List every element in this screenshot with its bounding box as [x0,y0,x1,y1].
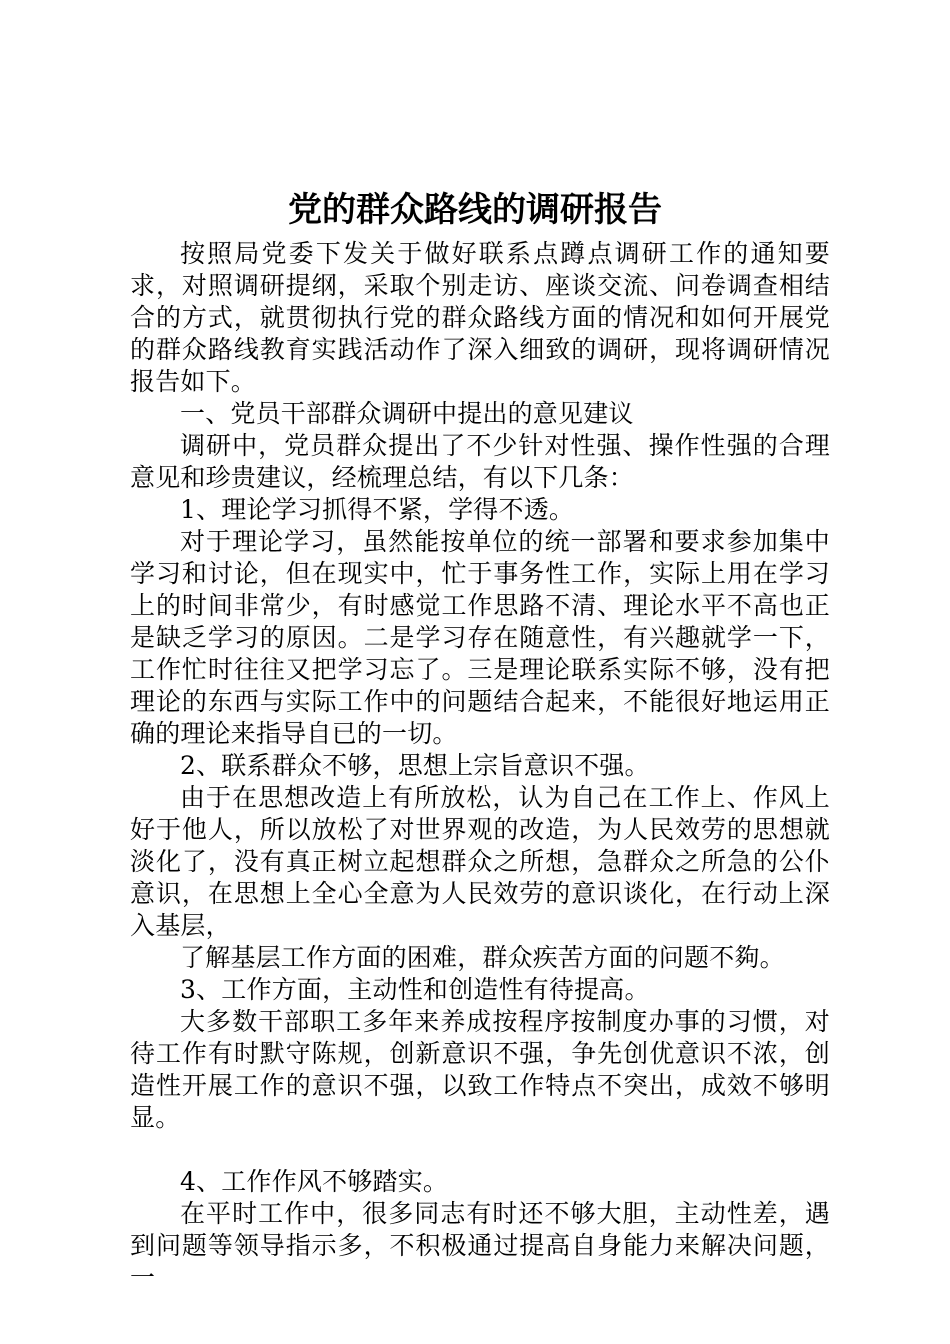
item-heading-1: 1、理论学习抓得不紧，学得不透。 [180,495,575,524]
item-heading-3: 3、工作方面，主动性和创造性有待提高。 [180,975,650,1004]
paragraph: 在平时工作中，很多同志有时还不够大胆，主动性差，遇到问题等领导指示多，不积极通过提高自身能力来解决问题，一 [130,1199,830,1292]
section-heading-1: 一、党员干部群众调研中提出的意见建议 [180,399,634,428]
item-heading-4: 4、工作作风不够踏实。 [180,1167,449,1196]
paragraph: 由于在思想改造上有所放松，认为自己在工作上、作风上好于他人，所以放松了对世界观的改造，为人民效劳的思想就淡化了，没有真正树立起想群众之所想，急群众之所急的公仆意识，在思想上全心全意为人民效劳的意识谈化，在行动上深入基层， [130,783,830,940]
paragraph: 调研中，党员群众提出了不少针对性强、操作性强的合理意见和珍贵建议，经梳理总结，有以下几条： [130,431,830,492]
item-heading-2: 2、联系群众不够，思想上宗旨意识不强。 [180,751,650,780]
document-title: 党的群众路线的调研报告 [288,190,662,230]
paragraph: 了解基层工作方面的困难，群众疾苦方面的问题不夠。 [180,943,785,972]
paragraph: 对于理论学习，虽然能按单位的统一部署和要求参加集中学习和讨论，但在现实中，忙于事务性工作，实际上用在学习上的时间非常少，有时感觉工作思路不清、理论水平不高也正是缺乏学习的原因。二是学习存在随意性，有兴趣就学一下，工作忙时往往又把学习忘了。三是理论联系实际不够，没有把理论的东西与实际工作中的问题结合起来，不能很好地运用正确的理论来指导自已的一切。 [130,527,830,748]
document-body [130,238,830,1294]
paragraph-intro: 按照局党委下发关于做好联系点蹲点调研工作的通知要求，对照调研提纲，采取个别走访、座谈交流、问卷调查相结合的方式，就贯彻执行党的群众路线方面的情况和如何开展党的群众路线教育实践活动作了深入细致的调研，现将调研情况报告如下。 [130,239,830,396]
paragraph: 大多数干部职工多年来养成按程序按制度办事的习惯，对待工作有时默守陈规，创新意识不强，争先创优意识不浓，创造性开展工作的意识不强，以致工作特点不突出，成效不够明显。 [130,1007,830,1132]
